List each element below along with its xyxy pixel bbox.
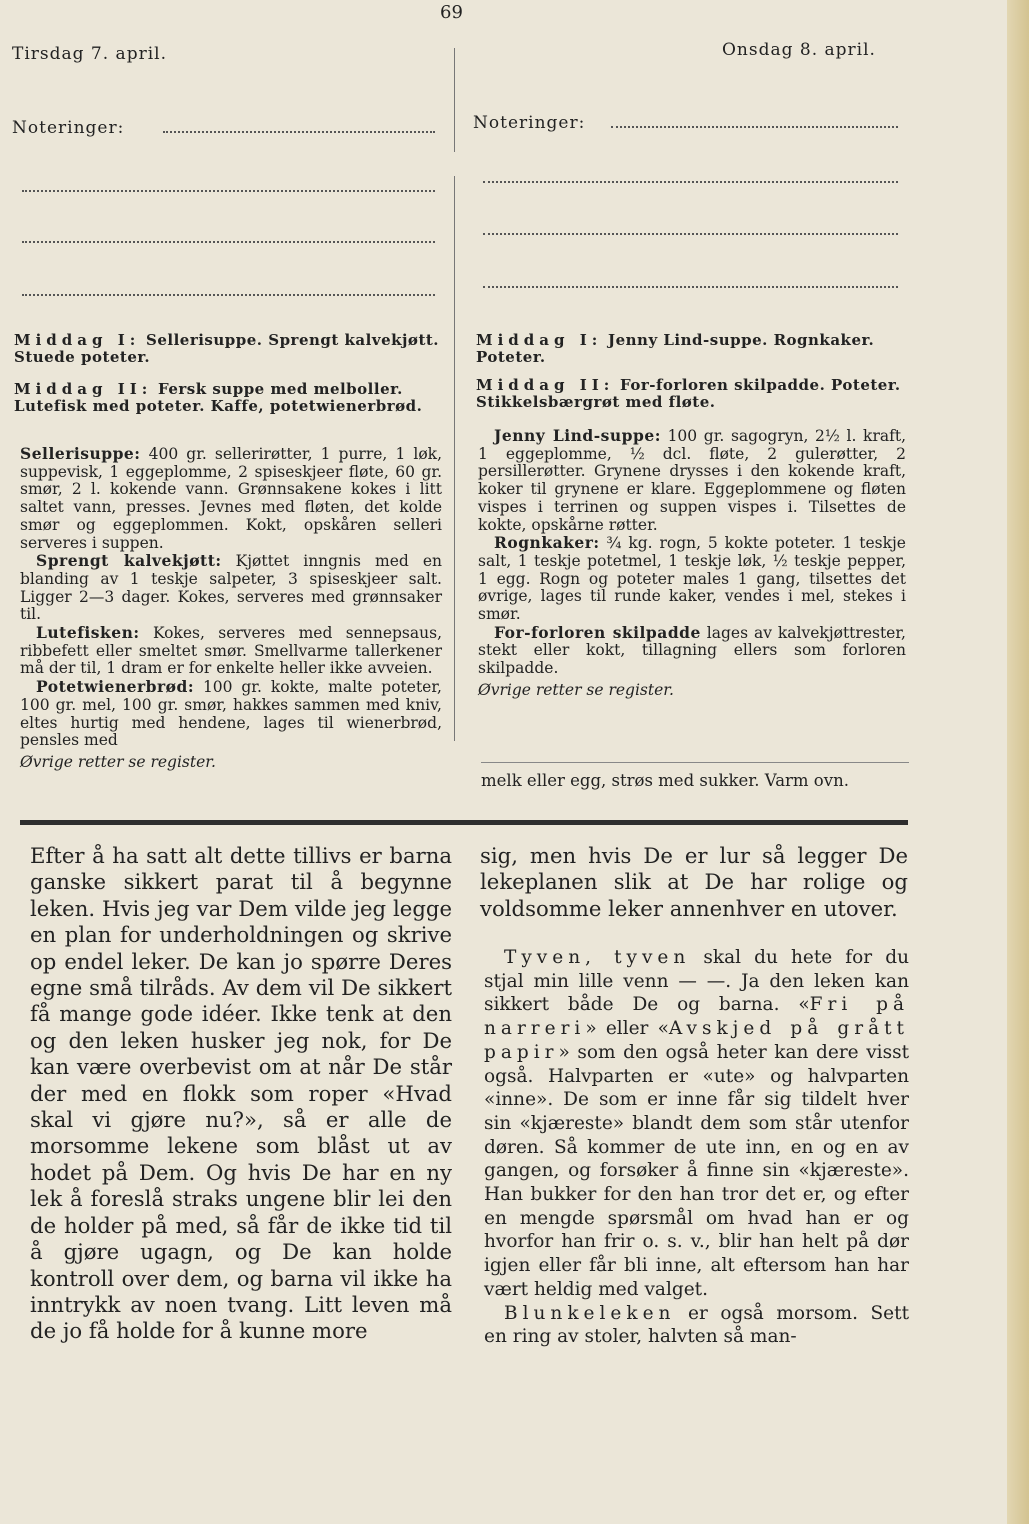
- paragraph-blunk-text: er også morsom. Sett en ring av stoler, halvten så man-: [484, 1302, 909, 1348]
- right-note-line-4: [483, 286, 898, 288]
- right-recipe-2-text: ¾ kg. rogn, 5 kokte poteter. 1 teskje salt, 1 teskje potetmel, 1 teskje løk, ½ teskje pepper, 1 egg. Rogn og poteter males 1 gang, tilsettes det øvrige, lages til runde kaker, vendes i mel, stekes i smør.: [478, 534, 906, 624]
- left-menu-2: [14, 381, 442, 415]
- left-recipe-1-text: 400 gr. sellerirøtter, 1 purre, 1 løk, suppevisk, 1 eggeplomme, 2 spiseskjeer fløte, 60 gr. smør, 2 l. kokende vann. Grønnsakene kokes i litt saltet vann, presses. Jevnes med fløten, det kolde smør og eggeplommen. Kokt, opskåren selleri serveres i suppen.: [20, 445, 442, 552]
- left-menu-2-label: Middag II:: [14, 380, 153, 398]
- game-name-fri: Fri på narreri: [484, 994, 909, 1040]
- left-note-line-1: [163, 131, 435, 133]
- left-day-heading: Tirsdag 7. april.: [12, 44, 167, 64]
- right-menu-2-text: For-forloren skilpadde. Poteter. Stikkelsbærgrøt med fløte.: [476, 376, 901, 411]
- page-number: 69: [440, 2, 463, 23]
- right-note-line-1: [611, 126, 898, 128]
- right-recipe-2-title: Rognkaker:: [494, 533, 600, 553]
- game-name-tyven: Tyven, tyven: [504, 947, 691, 968]
- right-recipes: [478, 427, 906, 700]
- left-recipe-3-title: Lutefisken:: [36, 623, 140, 643]
- game-name-blunkeleken: Blunkeleken: [504, 1302, 676, 1324]
- continuation-rule: [481, 762, 909, 763]
- right-recipe-2: [478, 534, 906, 624]
- right-menu-1-text: Jenny Lind-suppe. Rognkaker. Poteter.: [476, 331, 875, 366]
- left-recipe-1-title: Sellerisuppe:: [20, 444, 141, 463]
- right-recipe-1-title: Jenny Lind-suppe:: [494, 426, 661, 445]
- article-paragraph-blunk: [484, 1302, 909, 1349]
- left-recipe-3-text: Kokes, serveres med sennepsaus, ribbefett eller smeltet smør. Smellvarme tallerkener må der til, 1 dram er for enkelte heller ikke avveien.: [20, 624, 442, 678]
- page-edge: [1007, 0, 1029, 1524]
- paragraph-tyven-text-a: skal du hete for du stjal min lille venn — —. Ja den leken kan sikkert både De og barna. «: [484, 947, 909, 1016]
- right-notes-label: Noteringer:: [473, 113, 586, 133]
- left-recipe-2-text: Kjøttet inngnis med en blanding av 1 teskje salpeter, 3 spiseskjeer salt. Ligger 2—3 dager. Kokes, serveres med grønnsaker til.: [20, 552, 442, 624]
- right-menu-2: [476, 377, 906, 411]
- left-menu-2-text: Fersk suppe med melboller. Lutefisk med poteter. Kaffe, potetwienerbrød.: [14, 380, 423, 415]
- right-note-line-3: [483, 233, 898, 235]
- left-note-line-4: [22, 294, 435, 296]
- left-recipe-4-text: 100 gr. kokte, malte poteter, 100 gr. mel, 100 gr. smør, hakkes sammen med kniv, eltes hurtig med hendene, lages til wienerbrød, pensles med: [20, 678, 442, 750]
- column-divider: [454, 176, 455, 741]
- right-recipe-1: [478, 427, 906, 534]
- left-menu-1: [14, 332, 442, 366]
- left-menu-1-label: Middag I:: [14, 331, 141, 349]
- article-right-intro: sig, men hvis De er lur så legger De lekeplanen slik at De har rolige og voldsomme leker annenhver en utover.: [480, 843, 908, 921]
- article-right-body: [484, 946, 909, 1349]
- left-recipes: [20, 445, 442, 772]
- article-paragraph-tyven: [484, 946, 909, 1302]
- left-note-line-3: [22, 241, 435, 243]
- right-footer: Øvrige retter se register.: [478, 680, 674, 699]
- left-footer: Øvrige retter se register.: [20, 752, 216, 771]
- right-day-heading: Onsdag 8. april.: [722, 40, 876, 60]
- left-note-line-2: [22, 190, 435, 192]
- right-continuation: melk eller egg, strøs med sukker. Varm ovn.: [481, 771, 849, 790]
- paragraph-tyven-text-c: » som den også heter kan dere visst også. Halvparten er «ute» og halvparten «inne». De som er inne får sig tildelt hver sin «kjæreste» blandt dem som står utenfor døren. Så kommer de ute inn, en og en av gangen, og forsøker å finne sin «kjæreste». Han bukker for den han tror det er, og efter en mengde spørsmål om hvad han er og hvorfor han frir o. s. v., blir han helt på dør igjen eller får bli inne, alt eftersom han har vært heldig med valget.: [484, 1041, 909, 1300]
- left-menu-1-text: Sellerisuppe. Sprengt kalvekjøtt. Stuede poteter.: [14, 331, 440, 366]
- left-recipe-4: [20, 678, 442, 750]
- section-rule: [20, 820, 908, 825]
- left-recipe-3: [20, 624, 442, 678]
- right-menu-2-label: Middag II:: [476, 376, 615, 394]
- right-recipe-3-title: For-forloren skilpadde: [494, 622, 701, 642]
- right-menu-1: [476, 332, 906, 366]
- game-name-avskjed: Avskjed på grått papir: [484, 1018, 909, 1063]
- left-recipe-4-title: Potetwienerbrød:: [36, 677, 195, 697]
- left-recipe-2-title: Sprengt kalvekjøtt:: [36, 551, 222, 571]
- right-recipe-3-text: lages av kalvekjøttrester, stekt eller kokt, tillagning ellers som forloren skilpadde.: [478, 623, 906, 678]
- right-menu-1-label: Middag I:: [476, 331, 603, 349]
- paragraph-tyven-text-b: » eller «: [585, 1018, 669, 1040]
- right-note-line-2: [483, 181, 898, 183]
- left-recipe-2: [20, 552, 442, 624]
- article-left-column: Efter å ha satt alt dette tillivs er barna ganske sikkert parat til å begynne leken. Hvis jeg var Dem vilde jeg legge en plan for underholdningen og skrive op endel leker. De kan jo spørre Deres egne små tilråds. Av dem vil De sikkert få mange gode idéer. Ikke tenk at den og den leken husker jeg nok, for De kan være overbevist om at når De står der med en flokk som roper «Hvad skal vi gjøre nu?», så er alle de morsomme lekene som blåst ut av hodet på Dem. Og hvis De har en ny lek å foreslå straks ungene blir lei den de holder på med, så får de ikke tid til å gjøre ugagn, og De kan holde kontroll over dem, og barna vil ikke ha inntrykk av noen tvang. Litt leven må de jo få holde for å kunne more: [30, 843, 452, 1344]
- right-recipe-1-text: 100 gr. sagogryn, 2½ l. kraft, 1 eggeplomme, ½ dcl. fløte, 2 gulerøtter, 2 persillerøtter. Grynene drysses i den kokende kraft, koker til grynene er klare. Eggeplommene og fløten vispes i terrinen og suppen vispes i. Tilsettes de kokte, opskårne røtter.: [478, 427, 906, 534]
- left-notes-label: Noteringer:: [12, 118, 125, 138]
- column-divider-top: [454, 48, 455, 152]
- right-recipe-3: [478, 624, 906, 678]
- left-recipe-1: [20, 445, 442, 552]
